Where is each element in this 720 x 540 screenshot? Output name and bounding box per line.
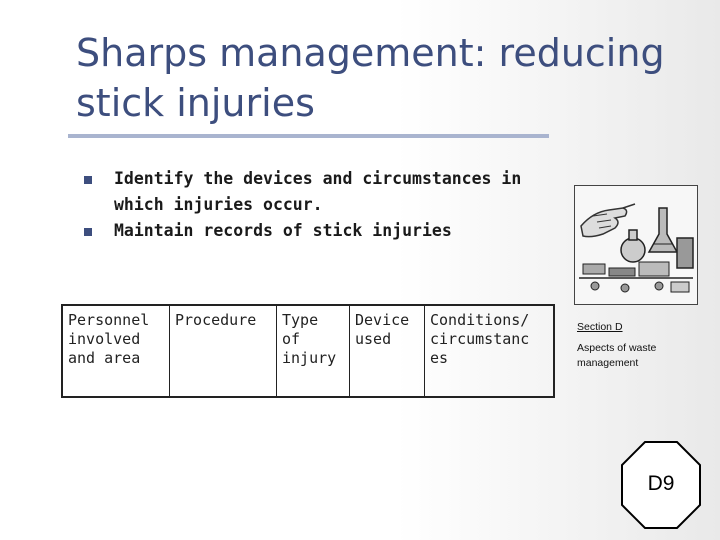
table-header-cell: Type of injury: [277, 305, 350, 397]
table-header-cell: Device used: [350, 305, 425, 397]
bullet-square-icon: [84, 228, 92, 236]
bullet-text: Identify the devices and circumstances in which injuries occur.: [114, 169, 522, 214]
bullet-square-icon: [84, 176, 92, 184]
bullet-item: [84, 218, 564, 244]
table-row: [62, 305, 554, 397]
bullet-item: [84, 166, 564, 218]
title-underline: [68, 134, 549, 138]
injury-records-table: [61, 304, 555, 398]
sharps-disposal-clipart-icon: [574, 185, 698, 305]
slide-title: Sharps management: reducing stick injuries: [76, 31, 665, 125]
section-label: Section D: [577, 321, 623, 333]
bullet-list: [84, 166, 564, 244]
bullet-text: Maintain records of stick injuries: [114, 221, 452, 240]
badge-label: D9: [647, 472, 675, 495]
table-header-cell: Personnel involved and area: [68, 311, 150, 367]
table-header-cell: Conditions/ circumstanc es: [425, 305, 555, 397]
slide-code-badge: [620, 440, 702, 530]
table-header-cell: Procedure: [170, 305, 277, 397]
section-description: Aspects of waste management: [577, 342, 657, 369]
